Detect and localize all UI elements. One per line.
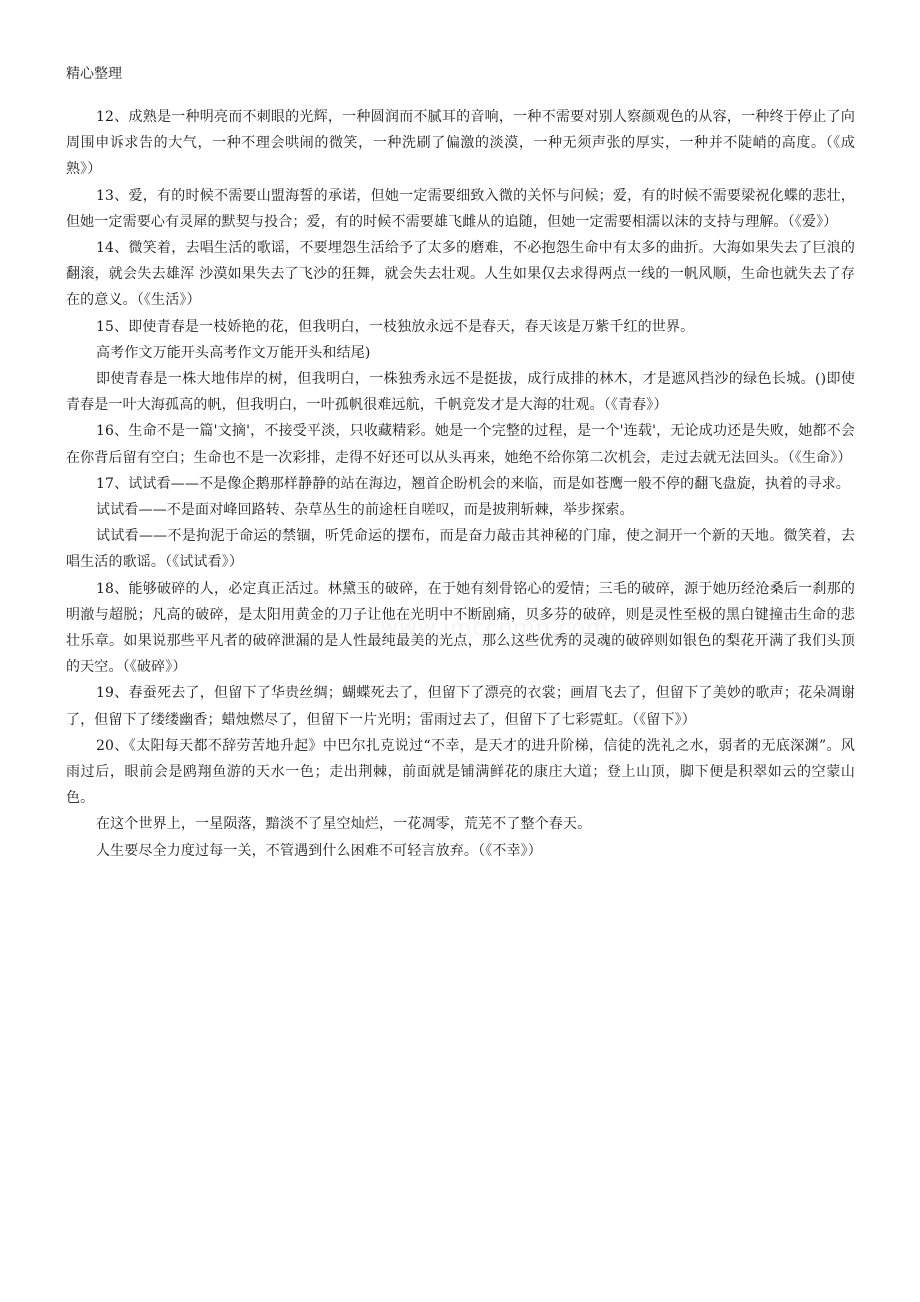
paragraph-essay-heading: 高考作文万能开头高考作文万能开头和结尾) (96, 344, 371, 361)
paragraph-16-life: 16、生命不是一篇'文摘'，不接受平淡，只收藏精彩。她是一个完整的过程，是一个'连载'，无论成功还是失败，她都不会在你背后留有空白；生命也不是一次彩排，走得不好还可以从头再来，她绝不给你第二次机会，走过去就无法回头。（《生命》） (66, 423, 855, 466)
paragraph-17-try: 17、试试看——不是像企鹅那样静静的站在海边，翘首企盼机会的来临，而是如苍鹰一般不停的翻飞盘旋，执着的寻求。 (96, 475, 850, 492)
paragraph-20-misfortune-3: 人生要尽全力度过每一关，不管遇到什么困难不可轻言放弃。（《不幸》） (96, 842, 542, 859)
paragraph-20-misfortune: 20、《太阳每天都不辞劳苦地升起》中巴尔扎克说过“不幸，是天才的进升阶梯，信徒的洗礼之水，弱者的无底深渊”。风雨过后，眼前会是鸥翔鱼游的天水一色；走出荆棘，前面就是铺满鲜花的康庄大道；登上山顶，脚下便是积翠如云的空蒙山色。 (66, 737, 855, 807)
paragraph-15-youth: 15、即使青春是一枝娇艳的花，但我明白，一枝独放永远不是春天，春天该是万紫千红的世界。 (96, 318, 695, 335)
paragraph-13-love: 13、爱，有的时候不需要山盟海誓的承诺，但她一定需要细致入微的关怀与问候；爱，有的时候不需要梁祝化蝶的悲壮，但她一定需要心有灵犀的默契与投合；爱，有的时候不需要雄飞雌从的追随，但她一定需要相濡以沫的支持与理解。（《爱》） (66, 187, 855, 230)
paragraph-12-maturity: 12、成熟是一种明亮而不刺眼的光辉，一种圆润而不腻耳的音响，一种不需要对别人察颜观色的从容，一种终于停止了向周围申诉求告的大气，一种不理会哄闹的微笑，一种洗刷了偏激的淡漠，一种无须声张的厚实，一种并不陡峭的高度。（《成熟》） (66, 109, 855, 178)
paragraph-17-try-3: 试试看——不是拘泥于命运的禁锢，听凭命运的摆布，而是奋力敲击其神秘的门扉，使之洞开一个新的天地。微笑着，去唱生活的歌谣。（《试试看》） (66, 528, 855, 571)
page-header: 精心整理 (66, 66, 122, 82)
paragraph-19-leave-behind: 19、春蚕死去了，但留下了华贵丝绸；蝴蝶死去了，但留下了漂亮的衣裳；画眉飞去了，但留下了美妙的歌声；花朵凋谢了，但留下了缕缕幽香；蜡烛燃尽了，但留下一片光明；雷雨过去了，但留下了七彩霓虹。（《留下》） (66, 685, 855, 728)
document-body (66, 104, 855, 864)
paragraph-20-misfortune-2: 在这个世界上，一星陨落，黯淡不了星空灿烂，一花凋零，荒芜不了整个春天。 (96, 816, 592, 833)
paragraph-14-life: 14、微笑着，去唱生活的歌谣，不要埋怨生活给予了太多的磨难，不必抱怨生命中有太多的曲折。大海如果失去了巨浪的翻滚，就会失去雄浑 沙漠如果失去了飞沙的狂舞，就会失去壮观。人生如果仅去求得两点一线的一帆风顺，生命也就失去了存在的意义。（《生活》） (66, 240, 855, 309)
paragraph-18-broken: 18、能够破碎的人，必定真正活过。林黛玉的破碎，在于她有刻骨铭心的爱情；三毛的破碎，源于她历经沧桑后一刹那的明澈与超脱；凡高的破碎，是太阳用黄金的刀子让他在光明中不断剧痛，贝多芬的破碎，则是灵性至极的黑白键撞击生命的悲壮乐章。如果说那些平凡者的破碎泄漏的是人性最纯最美的光点，那么这些优秀的灵魂的破碎则如银色的梨花开满了我们头顶的天空。（《破碎》） (66, 580, 855, 676)
paragraph-17-try-2: 试试看——不是面对峰回路转、杂草丛生的前途枉自嗟叹，而是披荆斩棘，举步探索。 (96, 502, 634, 519)
paragraph-youth-continued: 即使青春是一株大地伟岸的树，但我明白，一株独秀永远不是挺拔，成行成排的林木，才是遮风挡沙的绿色长城。()即使青春是一叶大海孤高的帆，但我明白，一叶孤帆很难远航，千帆竞发才是大海的壮观。（《青春》） (66, 371, 855, 414)
